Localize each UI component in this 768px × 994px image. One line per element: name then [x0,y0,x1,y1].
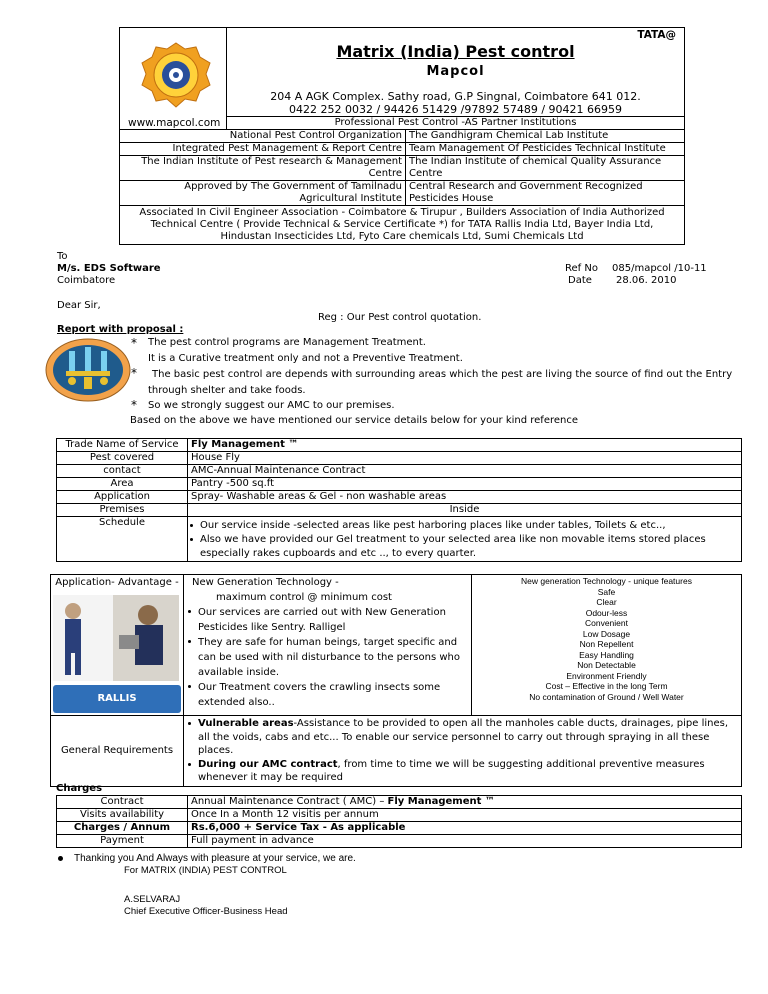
charges-label: Charges / Annum [57,822,188,835]
requirement-text: -Assistance to be provided to open all the manholes cable ducts, drainages, pipe lines, all the voids, cabs and etc... To enable our service personnel to carry out through spraying in all these places. [198,718,729,756]
partner-right: Central Research and Government Recognized Pesticides House [406,181,685,206]
feature-item: Clear [596,597,617,607]
requirements-label: General Requirements [51,716,184,787]
charges-row [57,835,742,848]
associated-text: Associated In Civil Engineer Association - Coimbatore & Tirupur , Builders Association of India Authorized Technical Centre ( Provide Technical & Service Certificate *) for TATA Rallis India Ltd, Bayer India Ltd, Hindustan Insecticides Ltd, Fyto Care chemicals Ltd, Sumi Chemicals Ltd [120,206,685,245]
advantage-points-cell [184,575,472,716]
feature-item: Convenient [584,618,628,628]
charges-label: Contract [57,796,188,809]
service-label: Application [57,491,188,504]
service-row [57,478,742,491]
requirement-item [196,758,738,785]
date-value: 28.06. 2010 [616,275,677,286]
date-label: Date [568,275,592,286]
phones-text: 0422 252 0032 / 94426 51429 /97892 57489 / 90421 66959 [288,103,623,116]
recipient-name: M/s. EDS Software [57,263,161,274]
feature-item: No contamination of Ground / Well Water [529,691,684,702]
requirement-item [196,717,738,758]
schedule-row [57,517,742,562]
feature-item: Cost – Effective in the long Term [545,681,668,691]
requirement-bold: During our AMC contract [198,758,338,770]
service-label: Pest covered [57,452,188,465]
service-row [57,452,742,465]
signatory-title: Chief Executive Officer-Business Head [124,906,288,917]
service-label: Area [57,478,188,491]
partner-row [120,130,685,143]
partners-title: Professional Pest Control -AS Partner Institutions [227,117,685,130]
website-text: www.mapcol.com [128,117,221,129]
charges-row [57,822,742,835]
logo-cell [120,28,227,130]
schedule-item: Also we have provided our Gel treatment to your selected area like non movable items stored places especially rakes cupboards and etc .., to every quarter. [198,533,738,561]
star-bullet: * [131,336,137,350]
service-row [57,491,742,504]
advantage-point: They are safe for human beings, target specific and can be used with nil disturbance to the persons who available inside. [196,635,468,680]
for-company: For MATRIX (INDIA) PEST CONTROL [124,865,287,876]
tech-title: New Generation Technology - [192,577,339,588]
feature-item: Environment Friendly [566,670,647,681]
charges-value: Annual Maintenance Contract ( AMC) – Fly Management ™ [188,796,742,809]
charges-label: Payment [57,835,188,848]
to-label: To [57,251,68,262]
star-bullet: * [131,366,137,380]
features-cell [472,575,742,716]
charges-heading: Charges [56,783,103,794]
service-value: Fly Management ™ [188,439,742,452]
service-value: Inside [188,504,742,517]
thanks-text: Thanking you And Always with pleasure at your service, we are. [74,853,356,864]
recipient-city: Coimbatore [57,275,116,286]
charges-row [57,796,742,809]
service-value: Pantry -500 sq.ft [188,478,742,491]
advantage-table [50,574,742,787]
tech-subtitle: maximum control @ minimum cost [216,592,392,603]
service-table [56,438,742,562]
ref-label: Ref No [565,263,598,274]
partner-left: The Indian Institute of Pest research & Management Centre [120,156,406,181]
proposal-heading: Report with proposal : [57,324,184,335]
partner-left: National Pest Control Organization [120,130,406,143]
technician-photo [53,595,179,681]
schedule-label: Schedule [57,517,188,562]
feature-item: Non Detectable [577,660,636,670]
charges-row [57,809,742,822]
ref-value: 085/mapcol /10-11 [612,263,707,274]
requirements-cell [184,716,742,787]
tata-tag: TATA@ [637,29,676,41]
requirement-bold: Vulnerable areas [198,718,294,729]
product-tube: RALLIS [53,685,181,713]
brand-name: Mapcol [426,64,485,79]
subject-line: Reg : Our Pest control quotation. [318,312,482,323]
advantage-label-cell [51,575,184,716]
bullet-dot [58,856,63,861]
advantage-point: Our Treatment covers the crawling insects some extended also.. [196,680,468,710]
lab-flask-icon [44,337,132,403]
feature-item: Easy Handling [579,649,634,660]
advantage-label: Application- Advantage - [55,577,179,588]
feature-item: Safe [597,586,616,597]
partner-row [120,156,685,181]
charges-table [56,795,742,848]
salutation: Dear Sir, [57,300,101,311]
feature-item: Low Dosage [582,628,631,639]
proposal-point: So we strongly suggest our AMC to our premises. [148,400,395,411]
schedule-item: Our service inside -selected areas like pest harboring places like under tables, Toilets & etc.., [198,519,738,533]
feature-item: Non Repellent [579,639,634,649]
title-cell [227,28,685,91]
partner-row [120,181,685,206]
service-value: Spray- Washable areas & Gel - non washable areas [188,491,742,504]
service-row [57,439,742,452]
partner-row [120,143,685,156]
company-name: Matrix (India) Pest control [336,42,575,61]
requirement-text: , from time to time we will be suggesting additional preventive measures whenever it may be required [198,758,705,783]
charges-value: Rs.6,000 + Service Tax - As applicable [188,822,742,835]
charges-value: Full payment in advance [188,835,742,848]
proposal-point: The basic pest control are depends with surrounding areas which the pest are living the source of find out the Entry through shelter and take foods. [148,369,733,396]
star-bullet: * [131,398,137,412]
signatory-name: A.SELVARAJ [124,894,181,905]
advantage-point: Our services are carried out with New Generation Pesticides like Sentry. Ralligel [196,605,468,635]
company-logo [136,41,216,111]
partner-right: The Indian Institute of chemical Quality Assurance Centre [406,156,685,181]
feature-item: Odour-less [585,607,628,618]
service-value: House Fly [188,452,742,465]
features-title: New generation Technology - unique features [521,576,692,586]
service-label: contact [57,465,188,478]
charges-label: Visits availability [57,809,188,822]
service-value: AMC-Annual Maintenance Contract [188,465,742,478]
partner-right: The Gandhigram Chemical Lab Institute [406,130,685,143]
proposal-point: It is a Curative treatment only and not a Preventive Treatment. [148,353,463,364]
address-text: 204 A AGK Complex. Sathy road, G.P Singnal, Coimbatore 641 012. [270,90,641,103]
partner-left: Integrated Pest Management & Report Centre [120,143,406,156]
partner-right: Team Management Of Pesticides Technical Institute [406,143,685,156]
service-label: Trade Name of Service [57,439,188,452]
service-label: Premises [57,504,188,517]
charges-value: Once In a Month 12 visitis per annum [188,809,742,822]
partner-left: Approved by The Government of Tamilnadu Agricultural Institute [120,181,406,206]
proposal-point: The pest control programs are Management Treatment. [148,337,426,348]
service-row [57,465,742,478]
letterhead-table [119,27,685,245]
service-row [57,504,742,517]
intro-text: Based on the above we have mentioned our service details below for your kind reference [130,415,579,426]
address-cell [227,90,685,117]
